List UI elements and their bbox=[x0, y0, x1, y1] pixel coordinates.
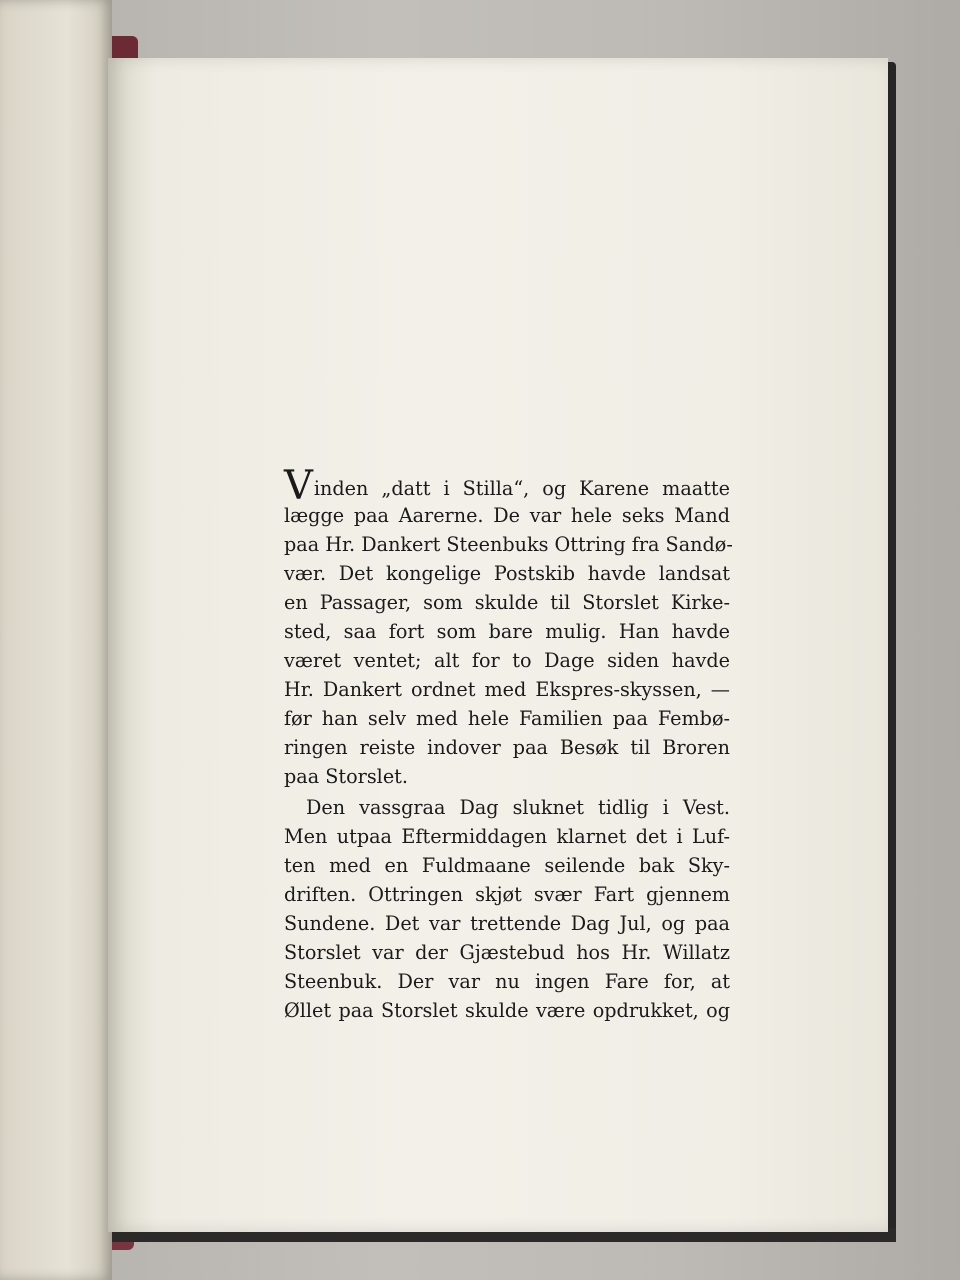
drop-cap: V bbox=[284, 463, 313, 509]
text-line: Den vassgraa Dag sluknet tidlig i Vest. bbox=[306, 796, 730, 819]
text-line-1-rest: inden „datt i Stilla“, og Karene maatte bbox=[313, 477, 730, 500]
text-line: ringen reiste indover paa Besøk til Broren bbox=[284, 736, 730, 759]
body-text bbox=[284, 463, 733, 1027]
text-line: før han selv med hele Familien paa Fembø- bbox=[284, 707, 730, 730]
text-line: paa Storslet. bbox=[284, 765, 408, 788]
paragraph-1 bbox=[284, 463, 733, 791]
text-line: været ventet; alt for to Dage siden havde bbox=[284, 649, 730, 672]
text-line: Hr. Dankert ordnet med Ekspres-skyssen, — bbox=[284, 678, 730, 701]
paragraph-2 bbox=[284, 793, 730, 1025]
text-line: Øllet paa Storslet skulde være opdrukket, og bbox=[284, 999, 730, 1022]
text-line: Men utpaa Eftermiddagen klarnet det i Luf- bbox=[284, 825, 730, 848]
left-page bbox=[0, 0, 112, 1280]
text-line-1 bbox=[284, 463, 730, 509]
text-line: Storslet var der Gjæstebud hos Hr. Willatz bbox=[284, 941, 730, 964]
text-line: driften. Ottringen skjøt svær Fart gjennem bbox=[284, 883, 730, 906]
text-line: Sundene. Det var trettende Dag Jul, og paa bbox=[284, 912, 730, 935]
text-line: ten med en Fuldmaane seilende bak Sky- bbox=[284, 854, 730, 877]
text-line: Steenbuk. Der var nu ingen Fare for, at bbox=[284, 970, 730, 993]
text-line: lægge paa Aarerne. De var hele seks Mand bbox=[284, 504, 730, 527]
text-line: en Passager, som skulde til Storslet Kirke- bbox=[284, 591, 730, 614]
text-line: paa Hr. Dankert Steenbuks Ottring fra Sandø- bbox=[284, 533, 733, 556]
text-line: sted, saa fort som bare mulig. Han havde bbox=[284, 620, 730, 643]
text-line: vær. Det kongelige Postskib havde landsat bbox=[284, 562, 730, 585]
